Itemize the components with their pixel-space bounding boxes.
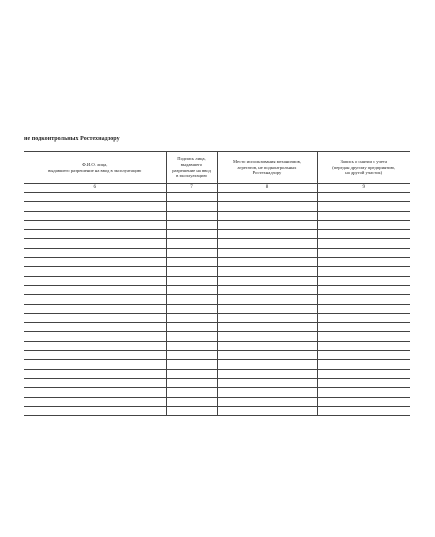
table-cell xyxy=(317,211,410,220)
table-cell xyxy=(317,258,410,267)
table-row xyxy=(24,332,410,341)
table-cell xyxy=(217,258,317,267)
table-row xyxy=(24,295,410,304)
table-row xyxy=(24,351,410,360)
table-cell xyxy=(24,304,166,313)
table-cell xyxy=(317,295,410,304)
table-cell xyxy=(317,304,410,313)
table-cell xyxy=(217,276,317,285)
table-cell xyxy=(317,351,410,360)
table-cell xyxy=(217,267,317,276)
table-cell xyxy=(166,276,217,285)
table-row xyxy=(24,211,410,220)
table-cell xyxy=(24,323,166,332)
table-cell xyxy=(24,276,166,285)
table-cell xyxy=(24,193,166,202)
table-cell xyxy=(166,378,217,387)
table-cell xyxy=(217,295,317,304)
table-row xyxy=(24,369,410,378)
table-row xyxy=(24,248,410,257)
table-cell xyxy=(166,248,217,257)
table-row xyxy=(24,397,410,406)
table-cell xyxy=(217,351,317,360)
table-cell xyxy=(166,360,217,369)
table-row xyxy=(24,313,410,322)
table-cell xyxy=(24,248,166,257)
table-cell xyxy=(217,239,317,248)
table-cell xyxy=(24,285,166,294)
table-cell xyxy=(166,341,217,350)
table-cell xyxy=(217,388,317,397)
table-cell xyxy=(24,258,166,267)
table-cell xyxy=(166,193,217,202)
table-body xyxy=(24,184,410,416)
table-cell xyxy=(24,341,166,350)
table-cell xyxy=(217,360,317,369)
table-cell xyxy=(317,220,410,229)
table-cell xyxy=(217,369,317,378)
table-cell xyxy=(317,202,410,211)
header-row xyxy=(24,152,410,184)
table-cell xyxy=(166,230,217,239)
table-cell xyxy=(217,304,317,313)
table-cell xyxy=(24,332,166,341)
table-cell xyxy=(166,313,217,322)
table-cell xyxy=(217,323,317,332)
table-row xyxy=(24,258,410,267)
table-cell xyxy=(24,211,166,220)
table-cell xyxy=(166,397,217,406)
table-cell xyxy=(166,323,217,332)
table-cell xyxy=(24,388,166,397)
page-heading: не подконтрольных Ростехнадзору xyxy=(24,136,120,142)
table-cell xyxy=(166,406,217,415)
table-row xyxy=(24,285,410,294)
table-cell xyxy=(166,388,217,397)
header-full-name-text: Ф.И.О. лица, выдавшего разрешение на ввод в эксплуатацию xyxy=(48,161,142,173)
table-cell xyxy=(317,193,410,202)
column-number-row xyxy=(24,184,410,193)
table-cell xyxy=(166,369,217,378)
table-cell xyxy=(166,267,217,276)
table-cell xyxy=(317,332,410,341)
table-cell xyxy=(24,295,166,304)
table-row xyxy=(24,323,410,332)
table-row xyxy=(24,230,410,239)
table-cell xyxy=(317,378,410,387)
table-cell xyxy=(24,378,166,387)
table-cell xyxy=(166,332,217,341)
table-cell xyxy=(317,397,410,406)
table-cell xyxy=(217,406,317,415)
table-cell xyxy=(24,397,166,406)
table-cell xyxy=(217,378,317,387)
table-cell xyxy=(317,323,410,332)
table-row xyxy=(24,304,410,313)
table-cell xyxy=(24,351,166,360)
header-deregistration-text: Запись о снятии с учета (передан другому предприятию, на другой участок) xyxy=(332,159,396,176)
table-cell xyxy=(317,267,410,276)
column-number: 9 xyxy=(317,184,410,193)
table-row xyxy=(24,220,410,229)
table-cell xyxy=(217,220,317,229)
table-cell xyxy=(317,248,410,257)
table-row xyxy=(24,239,410,248)
table-cell xyxy=(166,239,217,248)
table-cell xyxy=(317,313,410,322)
table-cell xyxy=(217,211,317,220)
table-row xyxy=(24,406,410,415)
table-cell xyxy=(317,230,410,239)
table-cell xyxy=(24,239,166,248)
table-cell xyxy=(317,406,410,415)
header-deregistration xyxy=(317,152,410,184)
table-cell xyxy=(217,248,317,257)
table-cell xyxy=(166,211,217,220)
column-number: 6 xyxy=(24,184,166,193)
table-cell xyxy=(217,285,317,294)
table-cell xyxy=(24,220,166,229)
header-place-of-use-text: Место использования механизмов, агрегатов, не подконтрольных Ростехнадзору xyxy=(233,159,301,176)
table-cell xyxy=(217,341,317,350)
table-row xyxy=(24,388,410,397)
table-cell xyxy=(317,360,410,369)
table-cell xyxy=(317,276,410,285)
table-row xyxy=(24,276,410,285)
header-signature-text: Подпись лица, выдавшего разрешение на ввод в эксплуатацию xyxy=(172,156,211,179)
table-cell xyxy=(166,304,217,313)
table-row xyxy=(24,193,410,202)
header-full-name xyxy=(24,152,166,184)
table-cell xyxy=(317,285,410,294)
header-signature xyxy=(166,152,217,184)
table-cell xyxy=(24,369,166,378)
table-cell xyxy=(317,239,410,248)
table-cell xyxy=(166,258,217,267)
table-row xyxy=(24,202,410,211)
table-cell xyxy=(166,351,217,360)
table-row xyxy=(24,267,410,276)
table-cell xyxy=(24,230,166,239)
table-cell xyxy=(24,313,166,322)
table-row xyxy=(24,341,410,350)
table-cell xyxy=(166,202,217,211)
table-cell xyxy=(24,360,166,369)
table-cell xyxy=(317,341,410,350)
column-number: 7 xyxy=(166,184,217,193)
table-cell xyxy=(317,388,410,397)
table-cell xyxy=(217,313,317,322)
table-row xyxy=(24,360,410,369)
table-cell xyxy=(217,332,317,341)
table-cell xyxy=(24,406,166,415)
table-cell xyxy=(166,285,217,294)
column-number: 8 xyxy=(217,184,317,193)
table-cell xyxy=(217,397,317,406)
table-cell xyxy=(24,267,166,276)
table-cell xyxy=(24,202,166,211)
table-cell xyxy=(317,369,410,378)
table-cell xyxy=(166,295,217,304)
table-cell xyxy=(217,202,317,211)
table-cell xyxy=(217,193,317,202)
table-cell xyxy=(166,220,217,229)
table-cell xyxy=(217,230,317,239)
table-row xyxy=(24,378,410,387)
header-place-of-use xyxy=(217,152,317,184)
register-table xyxy=(24,151,410,416)
